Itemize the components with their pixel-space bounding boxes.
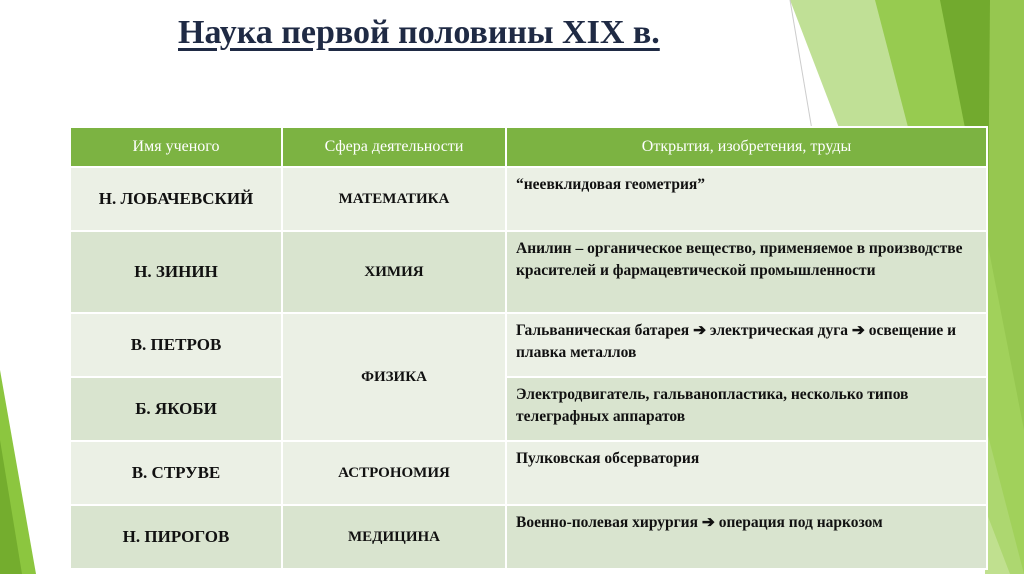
header-works: Открытия, изобретения, труды xyxy=(506,127,987,167)
table-row xyxy=(70,313,987,377)
scientist-name: Н. ЛОБАЧЕВСКИЙ xyxy=(70,167,282,231)
scientist-field: ХИМИЯ xyxy=(282,231,506,313)
scientist-works: Пулковская обсерватория xyxy=(506,441,987,505)
header-scientist: Имя ученого xyxy=(70,127,282,167)
scientist-works: “неевклидовая геометрия” xyxy=(506,167,987,231)
table-row xyxy=(70,441,987,505)
scientist-name: Н. ПИРОГОВ xyxy=(70,505,282,569)
scientist-name: Н. ЗИНИН xyxy=(70,231,282,313)
table-row xyxy=(70,505,987,569)
scientist-name: В. ПЕТРОВ xyxy=(70,313,282,377)
scientist-field: МЕДИЦИНА xyxy=(282,505,506,569)
scientist-field: АСТРОНОМИЯ xyxy=(282,441,506,505)
science-table xyxy=(69,126,988,570)
scientist-name: Б. ЯКОБИ xyxy=(70,377,282,441)
table-row xyxy=(70,167,987,231)
scientist-field: МАТЕМАТИКА xyxy=(282,167,506,231)
scientist-works: Анилин – органическое вещество, применяемое в производстве красителей и фармацевтической промышленности xyxy=(506,231,987,313)
slide-title: Наука первой половины XIX в. xyxy=(178,14,660,51)
header-field: Сфера деятельности xyxy=(282,127,506,167)
scientist-works: Электродвигатель, гальванопластика, несколько типов телеграфных аппаратов xyxy=(506,377,987,441)
scientist-field: ФИЗИКА xyxy=(282,313,506,441)
scientist-works: Гальваническая батарея ➔ электрическая дуга ➔ освещение и плавка металлов xyxy=(506,313,987,377)
scientist-name: В. СТРУВЕ xyxy=(70,441,282,505)
table-row xyxy=(70,231,987,313)
scientist-works: Военно-полевая хирургия ➔ операция под наркозом xyxy=(506,505,987,569)
table-header-row xyxy=(70,127,987,167)
table-row xyxy=(70,377,987,441)
